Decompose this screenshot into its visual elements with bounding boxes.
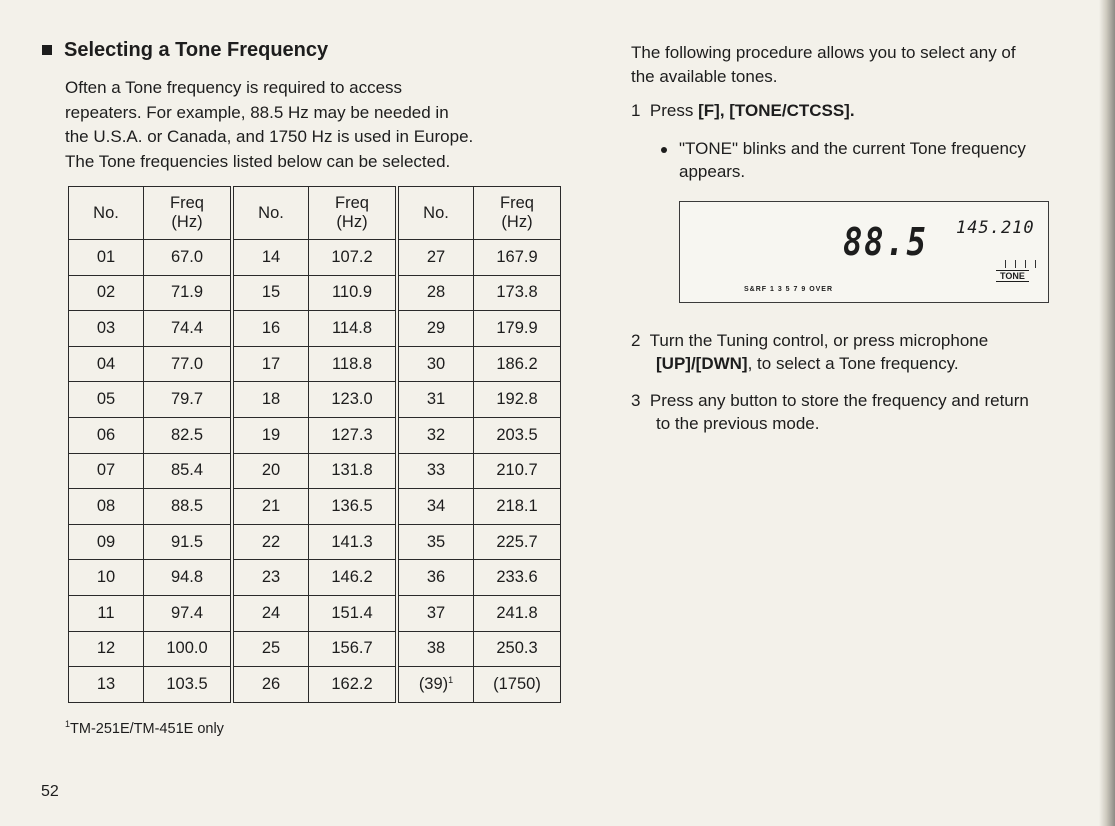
table-row bbox=[69, 453, 561, 489]
header-freq: Freq (Hz) bbox=[474, 187, 561, 240]
bullet-text-cont: appears. bbox=[679, 162, 746, 181]
step-2-text: Turn the Tuning control, or press microphone bbox=[649, 331, 989, 350]
channel-number-cell: 06 bbox=[69, 417, 144, 453]
channel-number-cell: 32 bbox=[397, 417, 474, 453]
frequency-cell: 74.4 bbox=[144, 311, 233, 347]
footnote bbox=[65, 719, 224, 737]
table-row bbox=[69, 382, 561, 418]
table-row bbox=[69, 346, 561, 382]
table-body bbox=[69, 240, 561, 703]
lcd-frequency-small: 145.210 bbox=[956, 218, 1035, 238]
intro-line: Often a Tone frequency is required to access bbox=[65, 78, 403, 97]
channel-number-cell: 03 bbox=[69, 311, 144, 347]
table-row bbox=[69, 524, 561, 560]
channel-number-cell: 30 bbox=[397, 346, 474, 382]
frequency-cell: 94.8 bbox=[144, 560, 233, 596]
header-no: No. bbox=[232, 187, 309, 240]
intro-line: repeaters. For example, 88.5 Hz may be needed in bbox=[65, 102, 449, 122]
header-no: No. bbox=[397, 187, 474, 240]
step-number: 1 bbox=[631, 101, 641, 120]
lcd-s-meter: S&RF 1 3 5 7 9 OVER bbox=[744, 286, 834, 293]
step-1-text: Press bbox=[649, 101, 699, 120]
channel-number-cell: 11 bbox=[69, 595, 144, 631]
channel-number-cell: $(39)^1$ bbox=[397, 667, 474, 703]
frequency-cell: 156.7 bbox=[309, 631, 398, 667]
frequency-cell: 192.8 bbox=[474, 382, 561, 418]
intro-line: The Tone frequencies listed below can be selected. bbox=[65, 151, 451, 171]
channel-number-cell: 04 bbox=[69, 346, 144, 382]
section-heading bbox=[42, 38, 328, 62]
channel-number-cell: 19 bbox=[232, 417, 309, 453]
frequency-cell: 79.7 bbox=[144, 382, 233, 418]
frequency-cell: 97.4 bbox=[144, 595, 233, 631]
frequency-cell: 225.7 bbox=[474, 524, 561, 560]
tone-frequency-table bbox=[68, 186, 561, 703]
frequency-cell: 85.4 bbox=[144, 453, 233, 489]
frequency-cell: 91.5 bbox=[144, 524, 233, 560]
frequency-cell: 186.2 bbox=[474, 346, 561, 382]
frequency-cell: 114.8 bbox=[309, 311, 398, 347]
channel-number-cell: 15 bbox=[232, 275, 309, 311]
bullet-item bbox=[661, 138, 1026, 160]
frequency-cell: 233.6 bbox=[474, 560, 561, 596]
table-row bbox=[69, 595, 561, 631]
bullet-dot bbox=[661, 147, 667, 153]
channel-number-cell: 35 bbox=[397, 524, 474, 560]
table-row bbox=[69, 489, 561, 525]
frequency-cell: 82.5 bbox=[144, 417, 233, 453]
channel-number-cell: 24 bbox=[232, 595, 309, 631]
frequency-cell: 127.3 bbox=[309, 417, 398, 453]
table-row bbox=[69, 275, 561, 311]
footnote-marker: 1 bbox=[65, 719, 71, 729]
channel-number-cell: 18 bbox=[232, 382, 309, 418]
step-2-cont bbox=[656, 353, 959, 375]
channel-number-cell: 08 bbox=[69, 489, 144, 525]
procedure-intro-line: The following procedure allows you to select any of bbox=[631, 43, 1016, 62]
channel-number-cell: 05 bbox=[69, 382, 144, 418]
channel-number-cell: 21 bbox=[232, 489, 309, 525]
step-1 bbox=[631, 100, 855, 122]
channel-number-cell: 02 bbox=[69, 275, 144, 311]
frequency-cell: 241.8 bbox=[474, 595, 561, 631]
channel-number-cell: 10 bbox=[69, 560, 144, 596]
channel-number-cell: 28 bbox=[397, 275, 474, 311]
heading-text: Selecting a Tone Frequency bbox=[64, 39, 329, 61]
page-edge bbox=[1099, 0, 1115, 826]
channel-number-cell: 37 bbox=[397, 595, 474, 631]
frequency-cell: 179.9 bbox=[474, 311, 561, 347]
intro-paragraph bbox=[65, 76, 585, 174]
channel-number-cell: 33 bbox=[397, 453, 474, 489]
channel-number-cell: 12 bbox=[69, 631, 144, 667]
channel-number-cell: 09 bbox=[69, 524, 144, 560]
frequency-cell: 110.9 bbox=[309, 275, 398, 311]
channel-number-cell: 01 bbox=[69, 240, 144, 276]
frequency-cell: (1750) bbox=[474, 667, 561, 703]
step-1-keys: [F], [TONE/CTCSS]. bbox=[698, 101, 855, 120]
procedure-intro-line: the available tones. bbox=[631, 67, 778, 86]
step-2-keys: [UP]/[DWN] bbox=[656, 354, 748, 373]
table-row bbox=[69, 560, 561, 596]
step-3 bbox=[631, 390, 1029, 412]
frequency-cell: 100.0 bbox=[144, 631, 233, 667]
channel-number-cell: 22 bbox=[232, 524, 309, 560]
frequency-cell: 77.0 bbox=[144, 346, 233, 382]
frequency-cell: 118.8 bbox=[309, 346, 398, 382]
frequency-cell: 162.2 bbox=[309, 667, 398, 703]
header-freq: Freq (Hz) bbox=[144, 187, 233, 240]
channel-number-cell: 38 bbox=[397, 631, 474, 667]
table-row bbox=[69, 417, 561, 453]
table-row bbox=[69, 240, 561, 276]
intro-line: the U.S.A. or Canada, and 1750 Hz is used in Europe. bbox=[65, 127, 474, 146]
footnote-marker: 1 bbox=[448, 674, 454, 685]
table-row bbox=[69, 311, 561, 347]
frequency-cell: 167.9 bbox=[474, 240, 561, 276]
channel-number-cell: 16 bbox=[232, 311, 309, 347]
frequency-cell: 250.3 bbox=[474, 631, 561, 667]
frequency-cell: 107.2 bbox=[309, 240, 398, 276]
footnote-text: TM-251E/TM-451E only bbox=[70, 721, 224, 737]
channel-number-cell: 23 bbox=[232, 560, 309, 596]
step-number: 2 bbox=[631, 331, 641, 350]
frequency-cell: 71.9 bbox=[144, 275, 233, 311]
channel-number-cell: 29 bbox=[397, 311, 474, 347]
header-no: No. bbox=[69, 187, 144, 240]
channel-number-cell: 25 bbox=[232, 631, 309, 667]
channel-number-cell: 14 bbox=[232, 240, 309, 276]
table-header-row bbox=[69, 187, 561, 240]
channel-number-cell: 17 bbox=[232, 346, 309, 382]
frequency-cell: 67.0 bbox=[144, 240, 233, 276]
frequency-cell: 203.5 bbox=[474, 417, 561, 453]
page-number: 52 bbox=[41, 783, 59, 800]
frequency-cell: 88.5 bbox=[144, 489, 233, 525]
blink-rays-icon bbox=[1000, 260, 1040, 268]
step-number: 3 bbox=[631, 391, 641, 410]
lcd-tone-value: 88.5 bbox=[843, 220, 928, 264]
frequency-cell: 131.8 bbox=[309, 453, 398, 489]
channel-number-cell: 26 bbox=[232, 667, 309, 703]
channel-number-cell: 07 bbox=[69, 453, 144, 489]
header-freq: Freq (Hz) bbox=[309, 187, 398, 240]
step-3-text: Press any button to store the frequency and return bbox=[649, 391, 1029, 410]
frequency-cell: 151.4 bbox=[309, 595, 398, 631]
table-row bbox=[69, 667, 561, 703]
channel-number-cell: 27 bbox=[397, 240, 474, 276]
frequency-cell: 146.2 bbox=[309, 560, 398, 596]
channel-number-cell: 36 bbox=[397, 560, 474, 596]
frequency-cell: 210.7 bbox=[474, 453, 561, 489]
frequency-cell: 123.0 bbox=[309, 382, 398, 418]
frequency-cell: 136.5 bbox=[309, 489, 398, 525]
step-3-cont: to the previous mode. bbox=[656, 414, 820, 433]
table-row bbox=[69, 631, 561, 667]
step-2-rest: , to select a Tone frequency. bbox=[747, 354, 959, 373]
channel-number-cell: 13 bbox=[69, 667, 144, 703]
channel-number-cell: 31 bbox=[397, 382, 474, 418]
channel-number-cell: 20 bbox=[232, 453, 309, 489]
heading-bullet bbox=[42, 45, 52, 55]
lcd-display-illustration bbox=[679, 201, 1049, 303]
frequency-cell: 173.8 bbox=[474, 275, 561, 311]
frequency-cell: 141.3 bbox=[309, 524, 398, 560]
bullet-text: "TONE" blinks and the current Tone frequency bbox=[679, 139, 1026, 158]
step-2 bbox=[631, 330, 988, 352]
frequency-cell: 218.1 bbox=[474, 489, 561, 525]
lcd-tone-indicator: TONE bbox=[996, 270, 1029, 282]
frequency-cell: 103.5 bbox=[144, 667, 233, 703]
channel-number-cell: 34 bbox=[397, 489, 474, 525]
